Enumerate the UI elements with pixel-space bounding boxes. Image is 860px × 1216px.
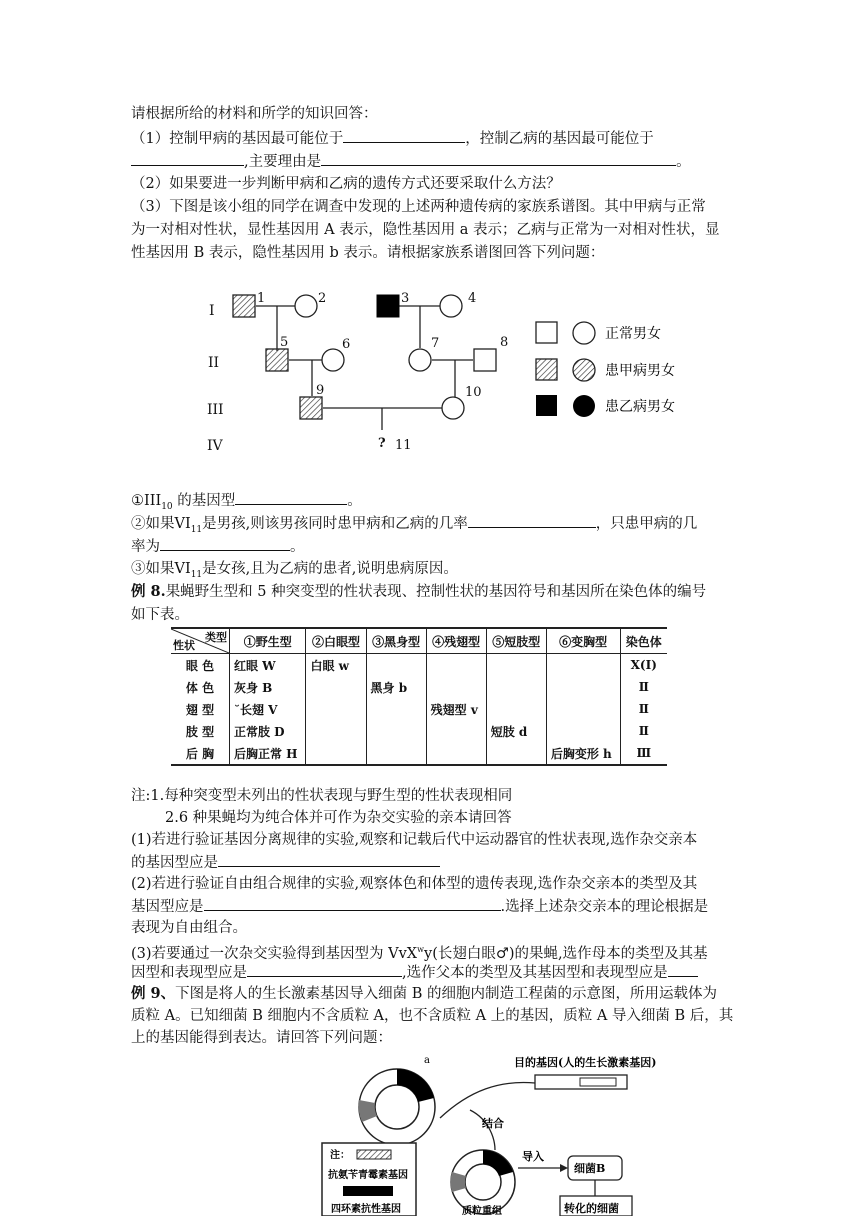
table-row: 肢 型 正常肢 D 短肢 d Ⅱ [171, 720, 667, 742]
question-2: （2）如果要进一步判断甲病和乙病的遗传方式还要采取什么方法？ [131, 176, 561, 192]
ex8-q1-line2: 的基因型应是 [131, 852, 440, 873]
tet-gene-label: 四环素抗性基因 [331, 1204, 401, 1215]
answer-blank[interactable] [668, 962, 698, 977]
individual-7-normal [409, 349, 431, 371]
question-1-line2: ,主要理由是 。 [131, 151, 691, 172]
individual-5-affected-a [266, 349, 288, 371]
example-9-line1: 例 9、下图是将人的生长激素基因导入细菌 B 的细胞内制造工程菌的示意图，所用运载体为 [131, 985, 718, 1002]
individual-number: 3 [401, 291, 410, 306]
table-header: ⑤短肢型 [486, 628, 546, 654]
example-8-line2: 如下表。 [131, 607, 189, 623]
individual-number: 1 [257, 291, 266, 306]
answer-blank[interactable] [218, 852, 440, 867]
generation-label: II [208, 355, 220, 371]
generation-label: I [209, 303, 215, 319]
legend-a-female [573, 359, 595, 381]
answer-blank[interactable] [343, 128, 465, 143]
answer-blank[interactable] [160, 536, 290, 551]
plasmid-a-mark: a [424, 1055, 430, 1066]
combine-label: 结合 [482, 1117, 504, 1130]
table-header: ②白眼型 [306, 628, 366, 654]
table-row: 体 色 灰身 B 黑身 b Ⅱ [171, 676, 667, 698]
individual-6-normal [322, 349, 344, 371]
legend-b-male [536, 395, 557, 416]
table-row: 翅 型 ˘长翅 V 残翅型 v Ⅱ [171, 698, 667, 720]
ex8-q2-line2: 基因型应是 .选择上述杂交亲本的理论根据是 [131, 896, 708, 917]
table-row: 眼 色 红眼 W 白眼 w X(Ⅰ) [171, 654, 667, 677]
answer-blank[interactable] [468, 513, 596, 528]
question-3-line2: 为一对相对性状，显性基因用 A 表示，隐性基因用 a 表示；乙病与正常为一对相对性状，显 [131, 222, 720, 238]
table-header: ③黑身型 [366, 628, 426, 654]
example-9-line3: 上的基因能得到表达。请回答下列问题： [131, 1030, 392, 1046]
answer-blank[interactable] [131, 151, 244, 166]
note-1: 注:1.每种突变型未列出的性状表现与野生型的性状表现相同 [131, 788, 513, 804]
sub-question-2-line1: ②如果$VI_{11}$是男孩,则该男孩同时患甲病和乙病的几率 ，只患甲病的几 [131, 513, 697, 540]
individual-4-normal [440, 295, 462, 317]
answer-blank[interactable] [204, 896, 501, 911]
generation-label: III [207, 402, 224, 418]
individual-number: 9 [316, 383, 325, 398]
generation-label: IV [207, 438, 223, 454]
individual-8-normal [474, 349, 496, 371]
legend-normal-male [536, 322, 557, 343]
individual-10-normal [442, 397, 464, 419]
legend-b-label: 患乙病男女 [605, 399, 675, 415]
individual-2-normal [295, 295, 317, 317]
individual-1-affected-a [233, 295, 255, 317]
bacteria-b-label: 细菌B [574, 1162, 606, 1175]
sub-question-2-line2: 率为 。 [131, 536, 305, 557]
ex8-q2-line3: 表现为自由组合。 [131, 920, 247, 936]
ex8-q3-line1: (3)若要通过一次杂交实验得到基因型为 VvX$^w$y(长翅白眼♂)的果蝇,选作母本的类型及其基 [131, 945, 708, 962]
target-gene-label: 目的基因(人的生长激素基因) [514, 1056, 657, 1069]
sub-question-3: ③如果$VI_{11}$是女孩,且为乙病的患者,说明患病原因。 [131, 561, 458, 580]
example-8-line1: 例 8.果蝇野生型和 5 种突变型的性状表现、控制性状的基因符号和基因所在染色体的编号 [131, 583, 707, 600]
individual-number: 10 [465, 385, 482, 400]
example-9-line2: 质粒 A。已知细菌 B 细胞内不含质粒 A，也不含质粒 A 上的基因，质粒 A 导入细菌 B 后，其 [131, 1008, 734, 1024]
table-header: ①野生型 [230, 628, 306, 654]
note-2: 2.6 种果蝇均为纯合体并可作为杂交实验的亲本请回答 [165, 810, 512, 826]
legend-normal-female [573, 322, 595, 344]
intro-text: 请根据所给的材料和所学的知识回答： [131, 106, 378, 122]
individual-number: 6 [342, 337, 351, 352]
table-corner: 类型 性状 [171, 628, 230, 654]
table-header: ④残翅型 [426, 628, 486, 654]
pedigree-chart [0, 280, 860, 470]
ex8-q1-line1: (1)若进行验证基因分离规律的实验,观察和记载后代中运动器官的性状表现,选作杂交亲本 [131, 832, 698, 848]
legend-a-male [536, 359, 557, 380]
table-header: ⑥变胸型 [546, 628, 620, 654]
legend-a-label: 患甲病男女 [605, 363, 675, 379]
fruit-fly-table [171, 627, 667, 766]
sub-question-1: $①III_{10}$ 的基因型 。 [131, 490, 362, 517]
question-3-line1: （3）下图是该小组的同学在调查中发现的上述两种遗传病的家族系谱图。其中甲病与正常 [131, 199, 706, 215]
individual-number: 4 [468, 291, 477, 306]
legend-b-female [573, 395, 595, 417]
individual-3-affected-b [377, 295, 399, 317]
answer-blank[interactable] [247, 962, 402, 977]
legend-normal-label: 正常男女 [605, 326, 661, 342]
individual-number: 8 [500, 335, 509, 350]
amp-gene-label: 抗氨苄青霉素基因 [328, 1170, 408, 1181]
ex8-q2-line1: (2)若进行验证自由组合规律的实验,观察体色和体型的遗传表现,选作杂交亲本的类型及其 [131, 876, 698, 892]
individual-number: 7 [431, 336, 440, 351]
table-row: 后 胸 后胸正常 H 后胸变形 h Ⅲ [171, 742, 667, 765]
answer-blank[interactable] [235, 490, 347, 505]
transformed-label: 转化的细菌 [564, 1202, 619, 1215]
legend-note: 注： [330, 1150, 350, 1161]
recombinant-label: 质粒重组 [462, 1206, 502, 1216]
question-mark: ? [378, 436, 386, 451]
table-header: 染色体 [620, 628, 667, 654]
individual-9-affected-a [300, 397, 322, 419]
import-label: 导入 [522, 1150, 544, 1163]
individual-number: 2 [318, 291, 327, 306]
individual-number: 11 [395, 438, 412, 453]
plasmid-diagram [0, 1050, 860, 1216]
individual-number: 5 [280, 335, 289, 350]
question-3-line3: 性基因用 B 表示，隐性基因用 b 表示。请根据家族系谱图回答下列问题： [131, 245, 605, 261]
question-1-line1: （1）控制甲病的基因最可能位于 ，控制乙病的基因最可能位于 [131, 128, 654, 149]
answer-blank[interactable] [321, 151, 676, 166]
ex8-q3-line2: 因型和表现型应是 ,选作父本的类型及其基因型和表现型应是 [131, 962, 698, 983]
